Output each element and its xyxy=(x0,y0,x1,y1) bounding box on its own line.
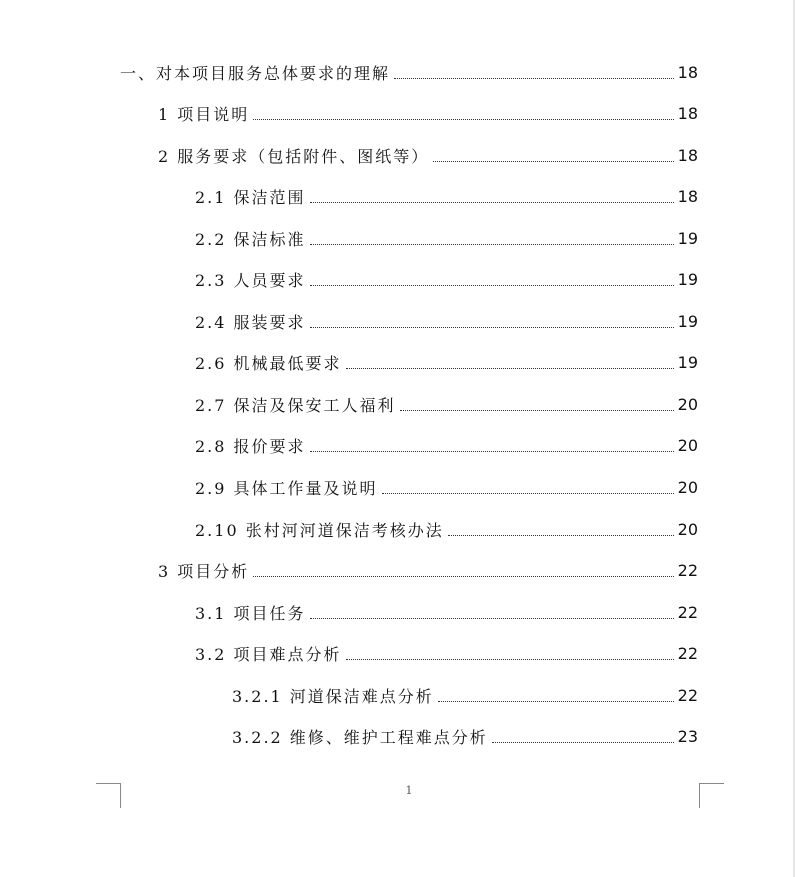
toc-entry-page: 22 xyxy=(677,643,698,663)
toc-leader-dots xyxy=(253,119,673,120)
toc-entry-page: 18 xyxy=(677,62,698,82)
toc-entry-cleaning-standards[interactable] xyxy=(195,218,698,258)
toc-entry-workload-description[interactable] xyxy=(195,467,698,507)
toc-entry-title: 3.2.2 维修、维护工程难点分析 xyxy=(232,727,488,747)
toc-entry-title: 2.10 张村河河道保洁考核办法 xyxy=(195,520,444,540)
toc-leader-dots xyxy=(448,535,674,536)
toc-leader-dots xyxy=(433,161,673,162)
toc-entry-worker-benefits[interactable] xyxy=(195,384,698,424)
toc-leader-dots xyxy=(310,285,674,286)
toc-entry-assessment-method[interactable] xyxy=(195,509,698,549)
toc-entry-title: 2.7 保洁及保安工人福利 xyxy=(195,395,396,415)
toc-entry-page: 19 xyxy=(677,269,698,289)
toc-entry-page: 18 xyxy=(677,186,698,206)
toc-entry-page: 22 xyxy=(677,560,698,580)
toc-leader-dots xyxy=(400,410,674,411)
toc-entry-title: 2.3 人员要求 xyxy=(195,270,306,290)
toc-entry-title: 一、对本项目服务总体要求的理解 xyxy=(120,63,391,83)
toc-entry-overall-requirements[interactable] xyxy=(120,52,698,92)
toc-entry-title: 3 项目分析 xyxy=(158,561,250,581)
toc-entry-title: 1 项目说明 xyxy=(158,104,250,124)
toc-leader-dots xyxy=(382,493,674,494)
toc-entry-service-requirements[interactable] xyxy=(158,135,698,175)
toc-entry-page: 22 xyxy=(677,602,698,622)
toc-entry-page: 20 xyxy=(677,519,698,539)
toc-leader-dots xyxy=(253,576,673,577)
toc-entry-machinery-requirements[interactable] xyxy=(195,342,698,382)
toc-entry-page: 19 xyxy=(677,311,698,331)
toc-entry-page: 19 xyxy=(677,228,698,248)
toc-entry-staff-requirements[interactable] xyxy=(195,259,698,299)
toc-leader-dots xyxy=(346,659,674,660)
toc-entry-uniform-requirements[interactable] xyxy=(195,301,698,341)
toc-leader-dots xyxy=(492,742,674,743)
toc-entry-maintenance-difficulty[interactable] xyxy=(232,716,698,756)
toc-entry-title: 2.1 保洁范围 xyxy=(195,187,306,207)
toc-entry-page: 18 xyxy=(677,145,698,165)
toc-entry-title: 2.6 机械最低要求 xyxy=(195,353,342,373)
toc-entry-title: 3.2.1 河道保洁难点分析 xyxy=(232,686,434,706)
toc-entry-title: 2.8 报价要求 xyxy=(195,436,306,456)
toc-leader-dots xyxy=(310,244,674,245)
toc-entry-project-tasks[interactable] xyxy=(195,592,698,632)
page-number: 1 xyxy=(405,784,413,797)
toc-entry-page: 18 xyxy=(677,103,698,123)
toc-entry-river-cleaning-difficulty[interactable] xyxy=(232,675,698,715)
toc-leader-dots xyxy=(346,368,674,369)
toc-leader-dots xyxy=(310,451,674,452)
toc-leader-dots xyxy=(310,618,674,619)
toc-entry-title: 2 服务要求（包括附件、图纸等） xyxy=(158,146,430,166)
toc-entry-page: 22 xyxy=(677,685,698,705)
toc-entry-quotation-requirements[interactable] xyxy=(195,425,698,465)
toc-entry-project-analysis[interactable] xyxy=(158,550,698,590)
toc-entry-page: 20 xyxy=(677,394,698,414)
toc-leader-dots xyxy=(310,202,674,203)
toc-entry-difficulty-analysis[interactable] xyxy=(195,633,698,673)
toc-entry-page: 23 xyxy=(677,726,698,746)
toc-entry-project-description[interactable] xyxy=(158,93,698,133)
toc-entry-page: 20 xyxy=(677,477,698,497)
toc-entry-cleaning-scope[interactable] xyxy=(195,176,698,216)
toc-entry-page: 20 xyxy=(677,435,698,455)
toc-entry-title: 2.9 具体工作量及说明 xyxy=(195,478,378,498)
toc-entry-title: 2.4 服装要求 xyxy=(195,312,306,332)
toc-leader-dots xyxy=(438,701,674,702)
toc-leader-dots xyxy=(310,327,674,328)
toc-leader-dots xyxy=(394,78,674,79)
toc-entry-title: 2.2 保洁标准 xyxy=(195,229,306,249)
toc-entry-title: 3.2 项目难点分析 xyxy=(195,644,342,664)
toc-entry-page: 19 xyxy=(677,352,698,372)
toc-entry-title: 3.1 项目任务 xyxy=(195,603,306,623)
